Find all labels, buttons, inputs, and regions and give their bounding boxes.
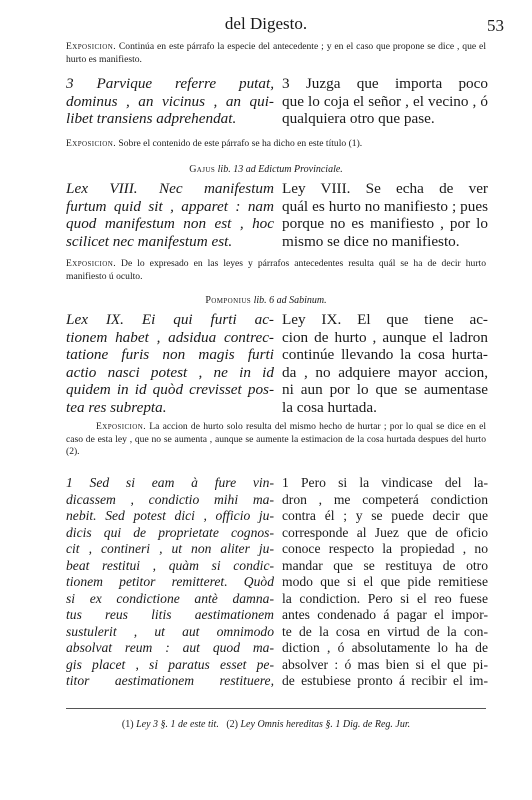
text-line: corresponde al Juez que de oficio <box>282 524 488 540</box>
text-line: dicassem , condictio mihi ma- <box>66 491 274 507</box>
text-line: beat restitui , quàm si condic- <box>66 557 274 573</box>
text-line: mismo se dice no manifiesto. <box>282 232 460 250</box>
exposicion-text: Sobre el contenido de este párrafo se ha dicho en este título (1). <box>118 138 363 149</box>
text-line: da , no adquiere mayor accion, <box>282 363 488 381</box>
page-header <box>0 14 532 36</box>
text-line: tionem petitor remitteret. Quòd <box>66 574 274 589</box>
text-line: Lex VIII. Nec manifestum <box>66 180 274 197</box>
source-citation: lib. 13 ad Edictum Provinciale. <box>217 164 343 175</box>
text-line: cit , contineri , ut non aliter ju- <box>66 541 274 556</box>
text-line: ni aun por lo que se aumentase <box>282 381 488 399</box>
text-line: quál es hurto no manifiesto ; pues <box>282 197 488 215</box>
text-line: Lex IX. Ei qui furti ac- <box>66 311 274 328</box>
text-line: libet transiens adprehendat. <box>66 110 237 128</box>
spanish-section-3 <box>282 75 488 128</box>
text-line: gis placet , si paratus esset pe- <box>66 656 274 672</box>
exposicion-text: De lo expresado en las leyes y párrafos antecedentes resulta quál se ha de decir hurto manifiesto ú oculto. <box>66 258 486 282</box>
spanish-ley-8 <box>282 180 488 250</box>
text-line: absolver : ó mas bien si el que pi- <box>282 656 488 672</box>
latin-lex-8 <box>66 180 274 250</box>
exposicion-label: Exposicion. <box>96 421 146 432</box>
text-line: scilicet nec manifestum est. <box>66 232 233 250</box>
text-line: Ley IX. El que tiene ac- <box>282 311 488 328</box>
text-line: dicis qui de proprietate cognos- <box>66 524 274 540</box>
source-heading-pomponius <box>0 295 532 306</box>
text-line: 3 Parvique referre putat, <box>66 75 274 92</box>
text-line: quidem in id quòd crevisset pos- <box>66 381 274 399</box>
author-name: Pomponius <box>205 295 252 306</box>
text-line: tus reus litis aestimationem <box>66 607 274 622</box>
text-line: absolvat reum : aut quod ma- <box>66 640 274 655</box>
text-line: de estubiese pronto á recibir el im- <box>282 673 488 688</box>
latin-lex-9 <box>66 311 274 417</box>
text-line: la condiction. Pero si el reo fuese <box>282 590 488 606</box>
running-title: del Digesto. <box>224 14 308 33</box>
text-line: quod manifestum non est , hoc <box>66 215 274 233</box>
text-line: furtum quid sit , apparet : nam <box>66 197 274 215</box>
text-line: 1 Pero si la vindicase del la- <box>282 475 488 490</box>
footnote-reference: Ley Omnis hereditas §. 1 Dig. de Reg. Jur. <box>240 719 411 730</box>
page-number: 53 <box>487 16 504 35</box>
text-line: cion de hurto , aunque el ladron <box>282 328 488 346</box>
text-line: conoce respecto la propiedad , no <box>282 541 488 556</box>
text-line: si ex condictione antè damna- <box>66 590 274 606</box>
exposicion-label: Exposicion. <box>66 138 116 149</box>
text-line: continúe llevando la cosa hurta- <box>282 346 488 364</box>
footnote-reference: Ley 3 §. 1 de este tit. <box>136 719 219 730</box>
spanish-ley-9 <box>282 311 488 417</box>
footnote-number: (1) <box>121 719 134 730</box>
latin-section-3 <box>66 75 274 128</box>
text-line: 1 Sed si eam à fure vin- <box>66 475 274 490</box>
author-name: Gajus <box>189 164 216 175</box>
text-line: 3 Juzga que importa poco <box>282 75 488 92</box>
exposicion-paragraph <box>66 138 486 151</box>
exposicion-label: Exposicion. <box>66 41 116 52</box>
text-line: mandar que se restituya de otro <box>282 557 488 573</box>
footnote-number: (2) <box>226 719 238 730</box>
text-line: antes condenado á pagar el impor- <box>282 607 488 622</box>
text-line: tatione furis non magis furti <box>66 346 274 364</box>
text-line: porque no es manifiesto , por lo <box>282 215 488 233</box>
text-line: diction , ó absolutamente lo ha de <box>282 640 488 655</box>
text-line: tea res subrepta. <box>66 398 167 416</box>
text-line: sustulerit , ut aut omnimodo <box>66 623 274 639</box>
text-line: la cosa hurtada. <box>282 398 377 416</box>
text-line: actio nasci potest , ne in id <box>66 363 274 381</box>
exposicion-paragraph <box>66 258 486 283</box>
text-line: titor aestimationem restituere, <box>66 673 274 688</box>
footnote-divider <box>66 708 486 709</box>
exposicion-label: Exposicion. <box>66 258 116 269</box>
text-line: Ley VIII. Se echa de ver <box>282 180 488 197</box>
footnotes <box>0 719 532 730</box>
text-line: nebit. Sed potest dici , officio ju- <box>66 508 274 523</box>
text-line: qualquiera otro que pase. <box>282 110 435 128</box>
exposicion-paragraph <box>66 421 486 459</box>
text-line: modo que si el que pide remitiese <box>282 574 488 589</box>
exposicion-paragraph <box>66 41 486 66</box>
source-citation: lib. 6 ad Sabinum. <box>253 295 327 306</box>
latin-section-1 <box>66 475 274 690</box>
spanish-section-1 <box>282 475 488 690</box>
text-line: tionem habet , adsidua contrec- <box>66 328 274 346</box>
text-line: que lo coja el señor , el vecino , ó <box>282 92 488 110</box>
text-line: dominus , an vicinus , an qui- <box>66 92 274 110</box>
text-line: contra él ; y se puede decir que <box>282 508 488 523</box>
text-line: te de la cosa en virtud de la con- <box>282 623 488 639</box>
exposicion-text: Continúa en este párrafo la especie del antecedente ; y en el caso que propone se dice , que el hurto es manifiesto. <box>66 41 486 65</box>
source-heading-gaius <box>0 164 532 175</box>
text-line: dron , me competerá condiction <box>282 491 488 507</box>
exposicion-text: La accion de hurto solo resulta del mismo hecho de hurtar ; por lo qual se dice en el caso de esta ley , que no se aumenta , aunque se aumente la estimacion de la cosa hurtada despues del hurto (2). <box>66 421 486 457</box>
